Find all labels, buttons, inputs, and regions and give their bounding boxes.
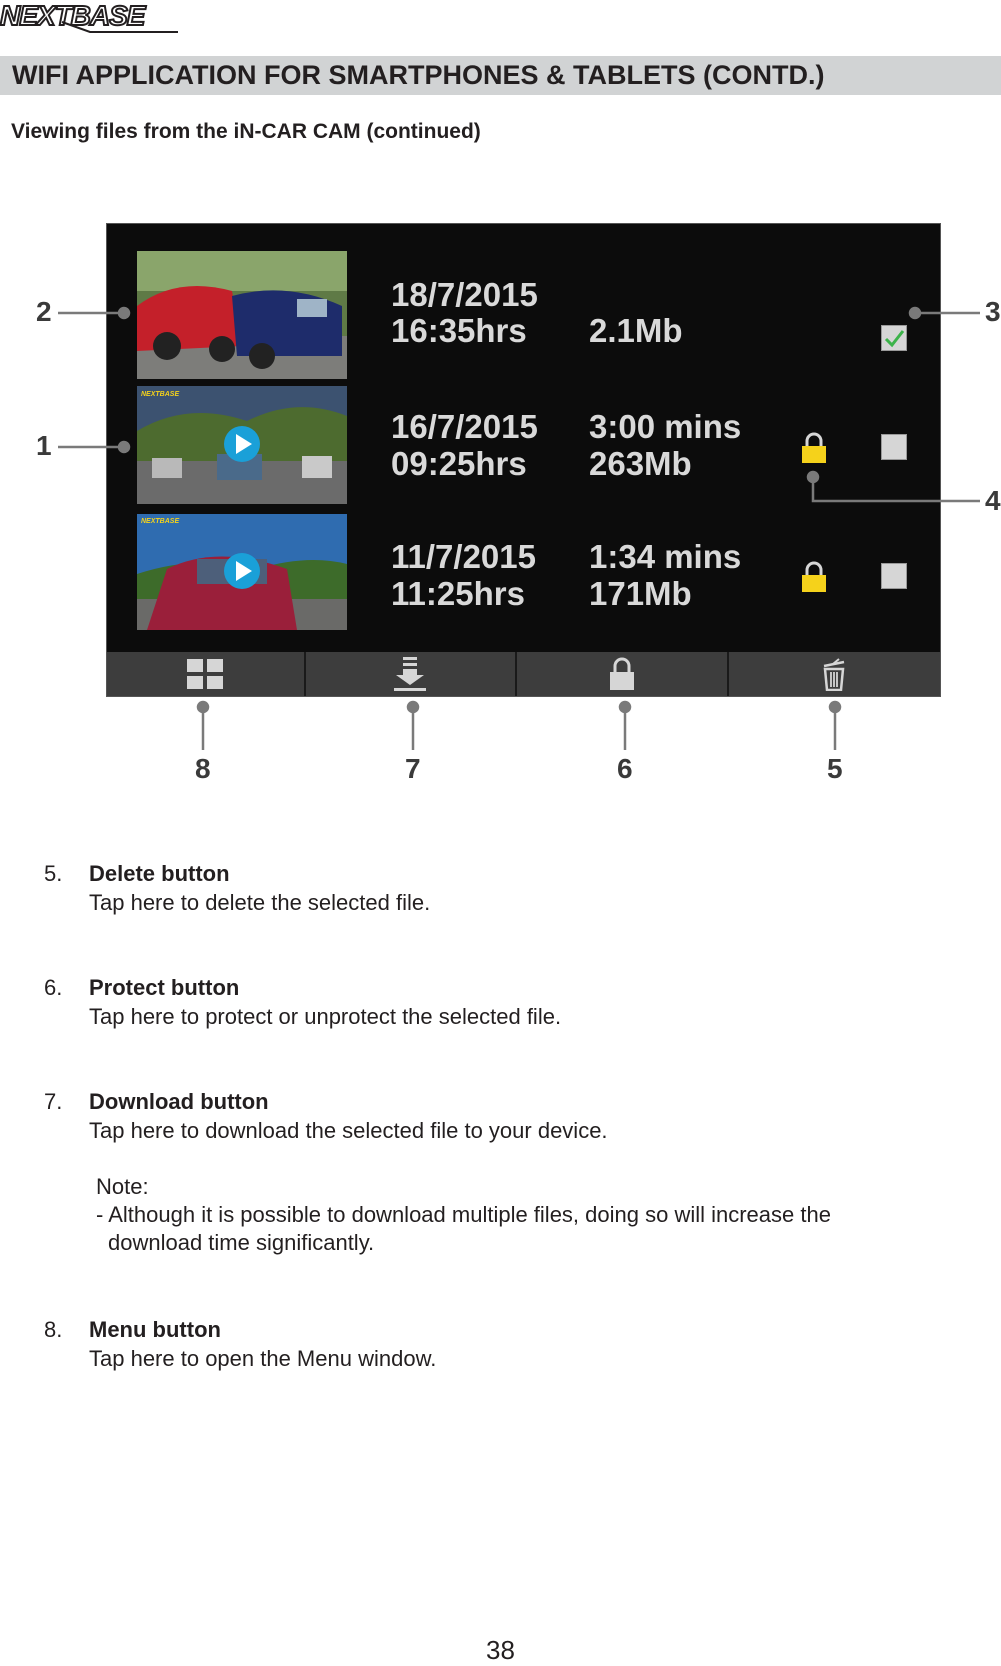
note-line-2: download time significantly.: [108, 1230, 375, 1255]
item-heading: Protect button: [89, 975, 240, 1000]
note-label: Note:: [96, 1174, 149, 1199]
file-date: 16/7/2015: [391, 408, 538, 445]
item-description: Tap here to delete the selected file.: [89, 890, 431, 915]
file-time: 11:25hrs: [391, 575, 525, 612]
item-number: 6.: [44, 975, 63, 1000]
item-description: Tap here to protect or unprotect the selected file.: [89, 1004, 562, 1029]
file-time: 09:25hrs: [391, 445, 527, 482]
item-number: 8.: [44, 1317, 63, 1342]
callout-5: 5: [827, 753, 843, 784]
callout-6: 6: [617, 753, 633, 784]
callout-3: 3: [985, 296, 1001, 327]
thumb-brand-text: NEXTBASE: [141, 391, 180, 398]
section-title: WIFI APPLICATION FOR SMARTPHONES & TABLETS (CONTD.): [12, 60, 825, 90]
item-heading: Menu button: [89, 1317, 221, 1342]
file-size: 171Mb: [589, 575, 692, 612]
note-line-1: - Although it is possible to download multiple files, doing so will increase the: [96, 1202, 831, 1227]
file-size: 2.1Mb: [589, 312, 683, 349]
section-subtitle: Viewing files from the iN-CAR CAM (continued): [11, 120, 481, 143]
callout-7: 7: [405, 753, 421, 784]
file-duration: 1:34 mins: [589, 538, 742, 575]
callout-4: 4: [985, 485, 1001, 516]
item-heading: Download button: [89, 1089, 269, 1114]
item-description: Tap here to open the Menu window.: [89, 1346, 437, 1371]
callout-8: 8: [195, 753, 211, 784]
callout-2: 2: [36, 296, 52, 327]
file-date: 11/7/2015: [391, 538, 536, 575]
file-date: 18/7/2015: [391, 276, 538, 313]
file-time: 16:35hrs: [391, 312, 527, 349]
page-number: 38: [486, 1635, 515, 1665]
logo-text: NEXTBASE: [0, 0, 145, 31]
callout-lines: [0, 0, 1001, 800]
item-heading: Delete button: [89, 861, 230, 886]
file-duration: 3:00 mins: [589, 408, 742, 445]
item-number: 7.: [44, 1089, 63, 1114]
item-number: 5.: [44, 861, 63, 886]
thumb-brand-text: NEXTBASE: [141, 518, 180, 525]
item-description: Tap here to download the selected file to your device.: [89, 1118, 608, 1143]
callout-1: 1: [36, 430, 52, 461]
file-size: 263Mb: [589, 445, 692, 482]
